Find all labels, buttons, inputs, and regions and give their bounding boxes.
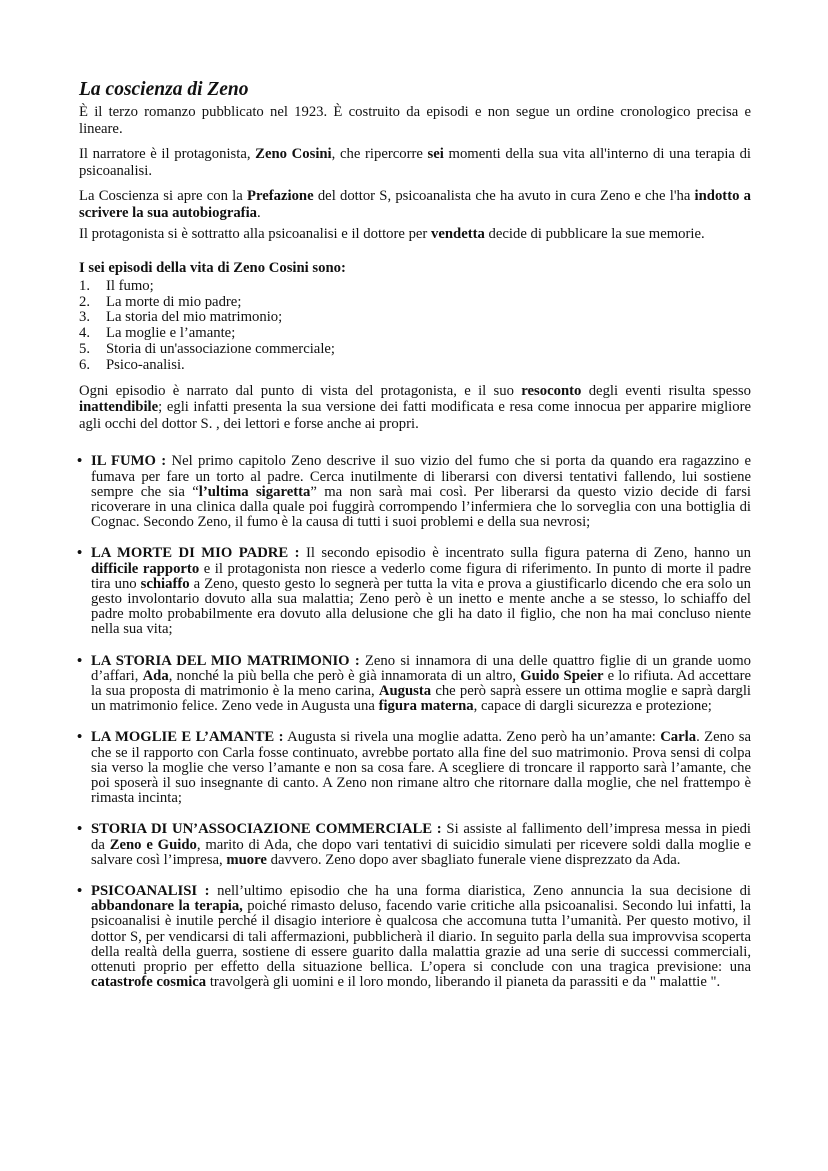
bullet-icon: • (77, 545, 83, 562)
intro-paragraph-3: La Coscienza si apre con la Prefazione del dottor S, psicoanalista che ha avuto in cura Zeno e che l'ha indotto a scrivere la sua autobiografia. (79, 188, 751, 221)
episode-descriptions (79, 454, 751, 990)
list-item: 4. La moglie e l’amante; (79, 325, 236, 342)
section-moglie-amante: • LA MOGLIE E L’AMANTE : Augusta si rivela una moglie adatta. Zeno però ha un’amante: Carla. Zeno sa che se il rapporto con Carla fosse continuato, avrebbe portato alla fine del suo matrimonio. Prova sensi di colpa sia verso la moglie che verso l’amante e non sa cosa fare. A scegliere di troncare il rapporto sarà l’amante, che poi sposerà il suo insegnante di canto. A Zeno non rimane altro che ritornare dalla moglie, che nel frattempo è rimasta incinta; (77, 729, 751, 807)
bullet-icon: • (77, 652, 83, 669)
episodes-heading: I sei episodi della vita di Zeno Cosini sono: (79, 260, 346, 277)
summary-paragraph: Ogni episodio è narrato dal punto di vista del protagonista, e il suo resoconto degli eventi risulta spesso inattendibile; egli infatti presenta la sua versione dei fatti modificata e resa come innocua per apparire migliore agli occhi del dottor S. , dei lettori e forse anche ai propri. (79, 382, 751, 432)
list-item: 1. Il fumo; (79, 277, 154, 294)
section-associazione: • STORIA DI UN’ASSOCIAZIONE COMMERCIALE : Si assiste al fallimento dell’impresa messa in piedi da Zeno e Guido, marito di Ada, che dopo vari tentativi di suicidio simulati per ricevere soldi dalla moglie e salvare così l’impresa, muore davvero. Zeno dopo aver sbagliato funerale viene disprezzato da Ada. (77, 821, 751, 868)
list-item: 5. Storia di un'associazione commerciale; (79, 340, 335, 357)
section-il-fumo: • IL FUMO : Nel primo capitolo Zeno descrive il suo vizio del fumo che si porta da quando era ragazzino e fumava per fare un torto al padre. Cerca inutilmente di liberarsi con diversi tentativi fallendo, lui sostiene sempre che sia “l’ultima sigaretta” ma non sarà mai così. Per liberarsi da questo vizio decide di farsi ricoverare in una clinica dalla quale poi fuggirà corrompendo l’infermiera che lo sorveglia con una bottiglia di Cognac. Secondo Zeno, il fumo è la causa di tutti i suoi problemi e della sua nevrosi; (77, 453, 751, 531)
document-page (79, 78, 751, 1006)
bullet-icon: • (77, 882, 83, 899)
document-title: La coscienza di Zeno (79, 79, 249, 100)
section-psicoanalisi: • PSICOANALISI : nell’ultimo episodio che ha una forma diaristica, Zeno annuncia la sua decisione di abbandonare la terapia, poiché rimasto deluso, facendo varie critiche alla psicoanalisi. Secondo lui infatti, la psicoanalisi è inutile perché il disagio interiore è qualcosa che accomuna tutta l’umanità. Per questo motivo, il dottor S, per vendicarsi di tali affermazioni, pubblicherà il diario. In seguito parla della sua improvvisa scoperta della realtà della guerra, sostiene di essere guarito dalla malattia grazie ad una serie di successi commerciali, ottenuti proprio per effetto della situazione bellica. L’opera si conclude con una tragica previsione: una catastrofe cosmica travolgerà gli uomini e il loro mondo, liberando il pianeta da parassiti e da " malattie ". (77, 882, 751, 991)
list-item: 2. La morte di mio padre; (79, 293, 242, 310)
list-item: 3. La storia del mio matrimonio; (79, 309, 283, 326)
intro-paragraph-2: Il narratore è il protagonista, Zeno Cosini, che ripercorre sei momenti della sua vita all'interno di una terapia di psicoanalisi. (79, 146, 751, 179)
bullet-icon: • (77, 453, 83, 470)
intro-paragraph-1: È il terzo romanzo pubblicato nel 1923. È costruito da episodi e non segue un ordine cronologico precisa e lineare. (79, 104, 751, 137)
intro-paragraph-4: Il protagonista si è sottratto alla psicoanalisi e il dottore per vendetta decide di pubblicare la sue memorie. (79, 225, 705, 242)
bullet-icon: • (77, 729, 83, 746)
bullet-icon: • (77, 821, 83, 838)
section-morte-padre: • LA MORTE DI MIO PADRE : Il secondo episodio è incentrato sulla figura paterna di Zeno, hanno un difficile rapporto e il protagonista non riesce a vederlo come figura di riferimento. In punto di morte il padre tira uno schiaffo a Zeno, questo gesto lo segnerà per tutta la vita e prova a giustificarlo dicendo che era solo un gesto involontario dovuto alla sua malattia; Zeno però è un inetto e mente anche a se stesso, lo schiaffo del padre molto probabilmente era dovuto alla delusione che gli ha dato il figlio, che non ha mai concluso niente nella sua vita; (77, 545, 752, 638)
list-item: 6. Psico-analisi. (79, 356, 185, 373)
episodes-list (79, 279, 751, 374)
section-matrimonio: • LA STORIA DEL MIO MATRIMONIO : Zeno si innamora di una delle quattro figlie di un grande uomo d’affari, Ada, nonché la più bella che però è già innamorata di un altro, Guido Speier e lo rifiuta. Ad accettare la sua proposta di matrimonio è la meno carina, Augusta che però saprà essere un ottima moglie e saprà dargli un matrimonio felice. Zeno vede in Augusta una figura materna, capace di dargli sicurezza e protezione; (77, 652, 752, 715)
